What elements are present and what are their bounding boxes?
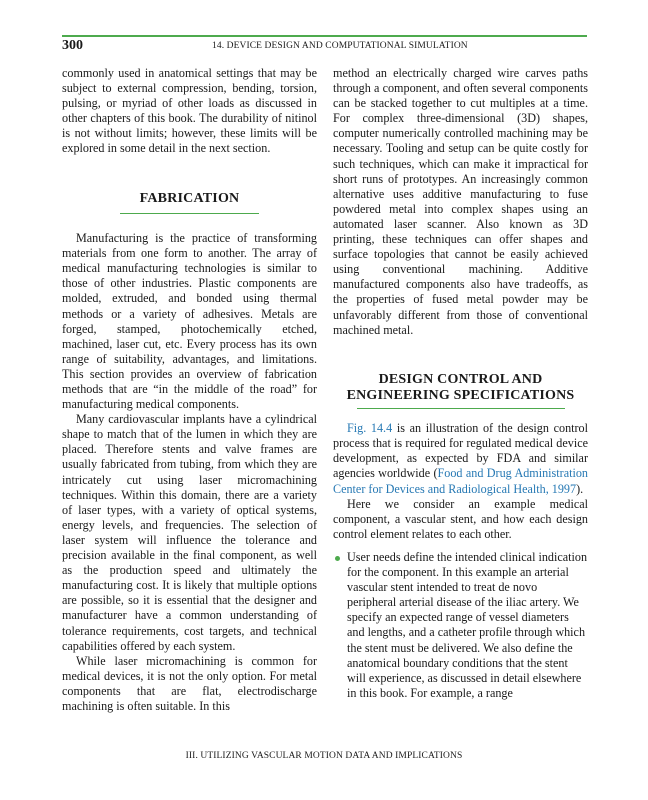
header-rule bbox=[62, 35, 587, 37]
bullet-text: User needs define the intended clinical indication for the component. In this example an arterial vascular stent intended to treat de novo peripheral arterial disease of the iliac artery. We specify an expected range of vessel diameters and lengths, and a catheter profile through which the stent must be delivered. We also define the anatomical boundary conditions that the stent will experience, as discussed in detail elsewhere in this book. For example, a range bbox=[347, 549, 588, 700]
design-paragraph-1 bbox=[333, 421, 588, 496]
page-number: 300 bbox=[62, 38, 83, 53]
design-heading-line-2: ENGINEERING SPECIFICATIONS bbox=[346, 387, 575, 403]
page-footer: III. UTILIZING VASCULAR MOTION DATA AND IMPLICATIONS bbox=[185, 751, 463, 761]
fabrication-paragraph-1: Manufacturing is the practice of transforming materials from one form to another. The array of medical manufacturing technologies is similar to those of other industries. Plastic components are molded, extruded, and bonded using thermal methods or a variety of adhesives. Metals are forged, stamped, photochemically etched, machined, laser cut, etc. Every process has its own range of suitability, advantages, and limitations. This section provides an overview of fabrication methods that are “in the middle of the road” for manufacturing medical components. bbox=[62, 231, 317, 412]
bullet-list-item bbox=[333, 550, 588, 701]
figure-link[interactable]: Fig. 14.4 bbox=[347, 421, 393, 436]
fabrication-paragraph-3: While laser micromachining is common for medical devices, it is not the only option. For metal components that are flat, electrodischarge machining is often suitable. In this bbox=[62, 653, 317, 713]
left-column bbox=[62, 66, 317, 714]
citation-link[interactable]: Food and Drug Administration Center for Devices and Radiological Health, 1997 bbox=[333, 466, 588, 496]
design-paragraph-1-text: is an illustration of the design control process that is required for regulated medical device development, as expected by FDA and similar agencies worldwide ( bbox=[333, 421, 588, 481]
fabrication-paragraph-2: Many cardiovascular implants have a cylindrical shape to match that of the lumen in which they are placed. Therefore stents and valve frames are usually fabricated from tubing, from which they are intricately cut using laser micromachining techniques. Within this domain, there are a variety of laser types, with a variety of optical systems, energy levels, and frequencies. The selection of laser system will influence the tolerance and precision available in the final component, as well as the production speed and ultimately the manufacturing cost. It is likely that multiple options are possible, so it is essential that the designer and manufacturer have a common understanding of tolerance requirements, cost targets, and technical capabilities offered by each system. bbox=[62, 412, 317, 653]
continuation-paragraph: method an electrically charged wire carves paths through a component, and often several components can be stacked together to cut multiples at a time. For complex three-dimensional (3D) shapes, computer numerically controlled machining may be necessary. Tooling and setup can be quite costly for such techniques, which can make it impractical for short runs of prototypes. An increasingly common alternative uses additive manufacturing to fuse powdered metal into complex shapes using an automated laser scanner. Also known as 3D printing, these techniques can offer shapes and surface topologies that cannot be easily achieved using conventional machining. Additive manufactured components also have tradeoffs, as the properties of fused metal powder may be unfavorably different from those of conventional machined metal. bbox=[333, 66, 588, 337]
fabrication-heading: FABRICATION bbox=[139, 190, 240, 206]
right-column bbox=[333, 66, 588, 701]
design-control-heading bbox=[333, 372, 588, 404]
bullet-dot-icon bbox=[335, 556, 340, 561]
design-paragraph-2: Here we consider an example medical component, a vascular stent, and how each design control element relates to each other. bbox=[333, 496, 588, 541]
design-paragraph-1-end: ). bbox=[576, 481, 584, 496]
running-head: 14. DEVICE DESIGN AND COMPUTATIONAL SIMULATION bbox=[212, 41, 468, 51]
design-heading-line-1: DESIGN CONTROL AND bbox=[378, 371, 543, 387]
intro-paragraph: commonly used in anatomical settings that may be subject to external compression, bending, torsion, pulsing, or myriad of other loads as discussed in other chapters of this book. The durability of nitinol is not without limits; however, these limits will be explored in some detail in the next section. bbox=[62, 66, 317, 156]
